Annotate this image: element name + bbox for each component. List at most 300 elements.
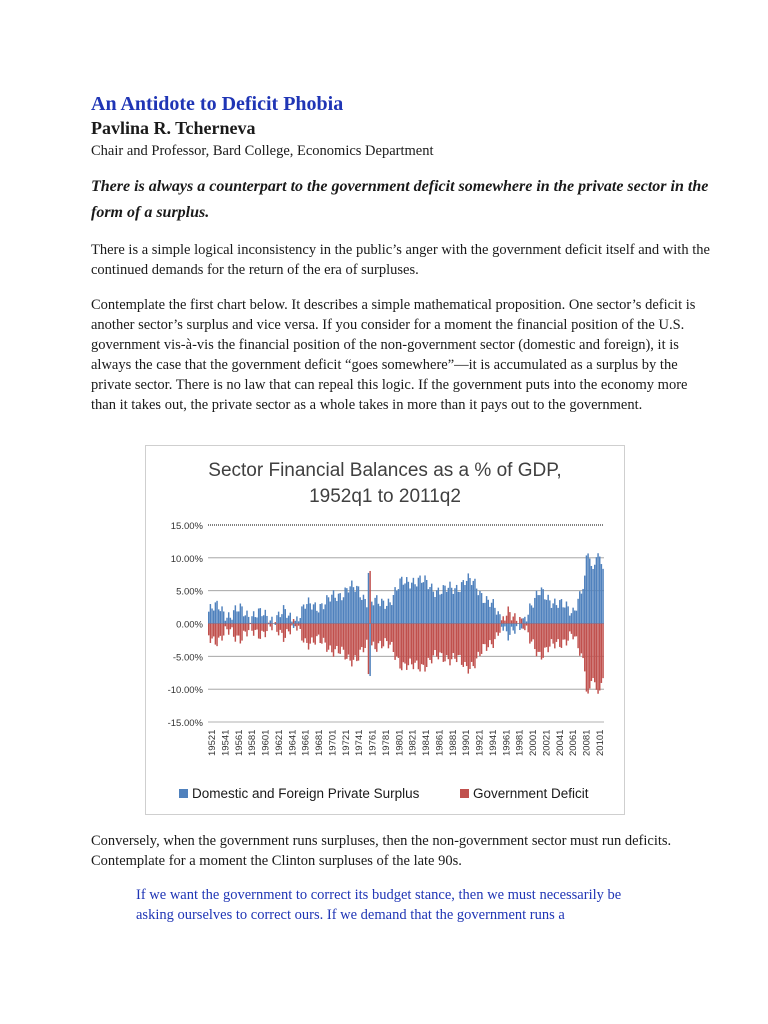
x-tick-label: 19901 [461, 729, 473, 756]
surplus-bar [366, 607, 367, 623]
deficit-bar [461, 624, 462, 665]
surplus-bar [508, 624, 509, 641]
surplus-bar [571, 613, 572, 623]
surplus-bar [418, 578, 419, 624]
blockquote: If we want the government to correct its budget stance, then we must necessarily be asking ourselves to correct ours. If we demand that the government runs a [136, 887, 622, 923]
deficit-bar [411, 624, 412, 665]
surplus-bar [544, 599, 545, 623]
deficit-bar [466, 624, 467, 667]
y-tick-label: -15.00% [167, 718, 203, 729]
deficit-bar [344, 624, 345, 660]
surplus-bar [343, 597, 344, 623]
deficit-bar [363, 624, 364, 653]
x-tick-label: 20101 [595, 729, 606, 756]
deficit-bar [383, 624, 384, 647]
surplus-bar [449, 582, 450, 624]
deficit-bar [399, 624, 400, 669]
deficit-bar [468, 624, 469, 674]
surplus-bar [363, 595, 364, 624]
article-title: An Antidote to Deficit Phobia [91, 93, 344, 115]
deficit-bar [556, 624, 557, 642]
deficit-bar [280, 624, 281, 630]
surplus-bar [270, 620, 271, 623]
deficit-bar [491, 624, 492, 645]
deficit-bar [474, 624, 475, 669]
x-tick-label: 19681 [314, 729, 326, 756]
surplus-bar [369, 624, 370, 677]
surplus-bar [481, 593, 482, 623]
deficit-bar [418, 624, 419, 670]
surplus-bar [291, 622, 292, 624]
surplus-bar [381, 599, 382, 624]
deficit-bar [391, 624, 392, 642]
x-tick-label: 20001 [528, 729, 540, 756]
deficit-bar [582, 624, 583, 659]
surplus-bar [310, 603, 311, 623]
surplus-bar [424, 575, 425, 623]
deficit-bar [566, 624, 567, 646]
surplus-bar [368, 573, 369, 624]
surplus-bar [265, 610, 266, 624]
surplus-bar [406, 577, 407, 623]
x-tick-label: 19841 [421, 729, 433, 756]
deficit-bar [489, 624, 490, 641]
surplus-bar [223, 612, 224, 624]
deficit-bar [519, 617, 520, 624]
deficit-bar [527, 624, 528, 633]
deficit-bar [586, 624, 587, 692]
deficit-bar [522, 624, 523, 629]
surplus-bar [433, 592, 434, 624]
surplus-bar [551, 608, 552, 624]
surplus-bar [547, 595, 548, 624]
surplus-bar [519, 624, 520, 631]
article [91, 92, 711, 415]
surplus-bar [429, 587, 430, 623]
surplus-bar [459, 592, 460, 623]
deficit-bar [250, 624, 251, 625]
surplus-bar [334, 598, 335, 624]
surplus-bar [303, 604, 304, 623]
deficit-bar [479, 624, 480, 657]
surplus-bar [319, 604, 320, 624]
surplus-bar [329, 602, 330, 624]
deficit-bar [443, 624, 444, 662]
surplus-bar [255, 617, 256, 623]
surplus-bar [504, 624, 505, 627]
deficit-bar [413, 624, 414, 670]
deficit-bar [592, 624, 593, 679]
surplus-bar [358, 586, 359, 623]
deficit-bar [208, 624, 209, 636]
deficit-bar [419, 624, 420, 672]
deficit-bar [261, 624, 262, 631]
surplus-bar [376, 595, 377, 623]
surplus-bar [314, 602, 315, 623]
body-paragraph-2: Contemplate the first chart below. It describes a simple mathematical proposition. One sector’s deficit is another sector’s surplus and vice versa. If you consider for a moment the financial position of the U.S. government vis-à-vis the financial position of the non-government sector (domestic and foreign), it is always the case that the government deficit “goes somewhere”—it is accumulated as a surplus by the private sector. There is no law that can repeal this logic. If the government puts into the economy more than it takes out, the private sector as a whole takes in more than it pays out to the government. [91, 297, 696, 413]
deficit-bar [378, 624, 379, 644]
deficit-bar [215, 624, 216, 645]
deficit-bar [334, 624, 335, 650]
surplus-bar [379, 606, 380, 623]
surplus-bar [594, 565, 595, 624]
author-name: Pavlina R. Tcherneva [91, 118, 256, 138]
deficit-bar [501, 620, 502, 623]
deficit-bar [359, 624, 360, 650]
deficit-bar [526, 624, 527, 626]
x-tick-label: 19881 [447, 729, 459, 756]
surplus-bar [491, 603, 492, 624]
surplus-bar [512, 624, 513, 631]
deficit-bar [564, 624, 565, 640]
surplus-bar [393, 595, 394, 624]
deficit-bar [463, 624, 464, 667]
surplus-bar [208, 612, 209, 624]
surplus-bar [478, 595, 479, 623]
surplus-bar [293, 624, 294, 628]
deficit-bar [241, 624, 242, 641]
surplus-bar [409, 588, 410, 623]
surplus-bar [463, 580, 464, 623]
deficit-bar [306, 624, 307, 643]
surplus-bar [236, 611, 237, 623]
surplus-bar [246, 611, 247, 624]
surplus-bar [532, 608, 533, 624]
deficit-bar [549, 624, 550, 647]
surplus-bar [591, 566, 592, 624]
deficit-bar [403, 624, 404, 663]
surplus-bar [215, 602, 216, 623]
surplus-bar [473, 581, 474, 624]
deficit-bar [373, 624, 374, 642]
deficit-bar [591, 624, 592, 682]
surplus-bar [454, 588, 455, 623]
chart-legend [179, 786, 589, 801]
x-tick-label: 19941 [487, 729, 499, 756]
surplus-bar [268, 624, 269, 625]
deficit-bar [542, 624, 543, 658]
deficit-bar [364, 624, 365, 649]
surplus-bar [391, 605, 392, 623]
surplus-bar [439, 595, 440, 624]
surplus-bar [354, 592, 355, 624]
deficit-bar [341, 624, 342, 647]
surplus-bar [233, 610, 234, 623]
surplus-bar [280, 617, 281, 623]
deficit-bar [396, 624, 397, 657]
surplus-bar [266, 616, 267, 624]
deficit-bar [376, 624, 377, 652]
deficit-bar [265, 624, 266, 638]
deficit-bar [571, 624, 572, 634]
surplus-bar [313, 604, 314, 623]
surplus-bar [275, 624, 276, 625]
surplus-bar [318, 612, 319, 623]
deficit-bar [311, 624, 312, 638]
deficit-bar [451, 624, 452, 660]
surplus-bar [408, 582, 409, 624]
deficit-bar [268, 623, 269, 624]
deficit-bar [562, 624, 563, 640]
x-tick-label: 20061 [568, 729, 580, 756]
deficit-bar [421, 624, 422, 665]
x-tick-label: 19541 [220, 729, 232, 756]
deficit-bar [512, 617, 513, 624]
surplus-bar [263, 615, 264, 623]
deficit-bar [444, 624, 445, 662]
deficit-bar [567, 624, 568, 641]
deficit-bar [333, 624, 334, 657]
surplus-bar [210, 604, 211, 623]
surplus-bar [531, 605, 532, 623]
surplus-bar [394, 587, 395, 623]
deficit-bar [218, 624, 219, 638]
deficit-bar [481, 624, 482, 654]
deficit-bar [531, 624, 532, 642]
surplus-bar [494, 608, 495, 624]
deficit-bar [281, 624, 282, 633]
deficit-bar [446, 624, 447, 656]
deficit-bar [424, 624, 425, 672]
body-paragraph-1: There is a simple logical inconsistency in the public’s anger with the government deficit itself and with the continued demands for the return of the era of surpluses. [91, 242, 710, 278]
surplus-bar [404, 583, 405, 623]
surplus-bar [501, 624, 502, 627]
deficit-bar [509, 612, 510, 623]
deficit-bar [574, 624, 575, 637]
deficit-bar [293, 619, 294, 623]
y-tick-label: -10.00% [167, 685, 203, 697]
deficit-bar [308, 624, 309, 650]
surplus-bar [378, 604, 379, 624]
surplus-bar [483, 603, 484, 624]
deficit-bar [473, 624, 474, 667]
surplus-bar [386, 606, 387, 624]
surplus-bar [230, 618, 231, 624]
surplus-bar [218, 609, 219, 623]
surplus-bar [364, 599, 365, 624]
x-tick-label: 19721 [340, 729, 352, 756]
surplus-bar [557, 608, 558, 624]
surplus-bar [374, 598, 375, 624]
deficit-bar [245, 624, 246, 632]
surplus-bar [338, 594, 339, 624]
surplus-bar [253, 611, 254, 623]
surplus-bar [527, 615, 528, 624]
surplus-bar [346, 588, 347, 623]
surplus-bar [308, 597, 309, 623]
deficit-bar [544, 624, 545, 648]
surplus-bar [324, 604, 325, 623]
deficit-bar [243, 624, 244, 631]
deficit-bar [576, 624, 577, 637]
surplus-bar [499, 614, 500, 623]
surplus-bar [552, 603, 553, 623]
surplus-bar [509, 624, 510, 635]
deficit-bar [338, 624, 339, 654]
chart-svg [146, 446, 624, 814]
surplus-bar [348, 592, 349, 623]
deficit-bar [324, 624, 325, 643]
surplus-bar [516, 624, 517, 627]
surplus-bar [305, 609, 306, 624]
x-tick-label: 20021 [541, 729, 553, 756]
deficit-bar [313, 624, 314, 643]
surplus-bar [228, 612, 229, 623]
deficit-bar [288, 624, 289, 632]
surplus-bar [592, 569, 593, 624]
deficit-bar [271, 624, 272, 631]
deficit-bar [225, 624, 226, 627]
surplus-bar [566, 602, 567, 624]
deficit-bar [216, 624, 217, 647]
deficit-bar [278, 624, 279, 636]
y-tick-label: -5.00% [172, 652, 203, 664]
deficit-bar [251, 624, 252, 631]
surplus-bar [286, 618, 287, 624]
deficit-bar [260, 624, 261, 639]
deficit-bar [423, 624, 424, 665]
surplus-bar [493, 599, 494, 623]
deficit-bar [298, 624, 299, 626]
surplus-bar [582, 589, 583, 624]
surplus-bar [466, 581, 467, 624]
deficit-bar [233, 624, 234, 637]
surplus-bar [248, 617, 249, 624]
deficit-bar [577, 624, 578, 649]
y-tick-label: 0.00% [176, 619, 203, 631]
surplus-bar [411, 583, 412, 624]
deficit-bar [246, 624, 247, 637]
deficit-bar [231, 624, 232, 628]
surplus-bar [356, 586, 357, 624]
deficit-bar [431, 624, 432, 664]
deficit-bar [369, 571, 370, 624]
deficit-bar [235, 624, 236, 642]
surplus-bar [599, 557, 600, 624]
deficit-bar [433, 624, 434, 656]
surplus-bar [235, 605, 236, 623]
deficit-bar [537, 624, 538, 652]
x-tick-label: 19781 [380, 729, 392, 756]
surplus-bar [301, 606, 302, 623]
surplus-bar [260, 608, 261, 623]
chart-y-axis [168, 521, 204, 729]
surplus-bar [579, 591, 580, 623]
surplus-bar [584, 576, 585, 624]
surplus-bar [536, 591, 537, 624]
deficit-bar [240, 624, 241, 644]
deficit-bar [506, 616, 507, 624]
surplus-bar [426, 580, 427, 624]
deficit-bar [496, 624, 497, 633]
surplus-bar [597, 553, 598, 623]
x-tick-label: 19521 [207, 729, 218, 756]
surplus-bar [271, 617, 272, 624]
surplus-bar [341, 600, 342, 623]
deficit-bar [321, 624, 322, 644]
x-tick-label: 19821 [407, 729, 419, 756]
deficit-bar [454, 624, 455, 659]
surplus-bar [564, 608, 565, 624]
surplus-bar [496, 615, 497, 624]
deficit-bar [597, 624, 598, 694]
chart-x-axis [207, 730, 606, 756]
surplus-bar [476, 589, 477, 624]
deficit-bar [476, 624, 477, 659]
deficit-bar [458, 624, 459, 656]
deficit-bar [393, 624, 394, 653]
surplus-bar [413, 578, 414, 624]
surplus-bar [572, 608, 573, 624]
deficit-bar [379, 624, 380, 641]
surplus-bar [596, 557, 597, 623]
deficit-bar [498, 624, 499, 636]
x-tick-label: 19801 [394, 729, 406, 756]
deficit-bar [270, 624, 271, 627]
surplus-bar [295, 621, 296, 624]
surplus-bar [276, 615, 277, 623]
deficit-bar [386, 624, 387, 642]
surplus-bar [443, 585, 444, 623]
deficit-bar [296, 624, 297, 631]
deficit-bar [503, 616, 504, 623]
surplus-bar [521, 624, 522, 629]
x-tick-label: 19921 [474, 729, 486, 756]
deficit-bar [561, 624, 562, 648]
surplus-bar [316, 611, 317, 624]
surplus-bar [587, 553, 588, 623]
surplus-bar [216, 601, 217, 624]
deficit-bar [326, 624, 327, 652]
x-tick-label: 19761 [367, 729, 379, 756]
body-paragraph-3: Conversely, when the government runs surpluses, then the non-government sector must run deficits. Contemplate for a moment the Clinton surpluses of the late 90s. [91, 833, 672, 869]
surplus-bar [211, 609, 212, 624]
surplus-bar [251, 616, 252, 623]
surplus-bar [556, 605, 557, 623]
surplus-bar [446, 592, 447, 624]
surplus-bar [581, 594, 582, 624]
surplus-bar [464, 585, 465, 623]
deficit-bar [511, 620, 512, 623]
deficit-bar [211, 624, 212, 639]
surplus-bar [586, 555, 587, 623]
surplus-bar [602, 569, 603, 624]
surplus-bar [514, 624, 515, 634]
surplus-bar [283, 605, 284, 623]
deficit-bar [456, 624, 457, 663]
x-tick-label: 19641 [287, 729, 299, 756]
deficit-bar [552, 624, 553, 644]
surplus-bar [537, 595, 538, 623]
deficit-bar [584, 624, 585, 672]
surplus-bar [468, 573, 469, 623]
deficit-bar [276, 624, 277, 632]
deficit-bar [358, 624, 359, 661]
surplus-bar [431, 584, 432, 624]
deficit-bar [310, 624, 311, 644]
legend-swatch-icon [179, 789, 188, 798]
surplus-bar [416, 586, 417, 623]
x-tick-label: 19861 [434, 729, 446, 756]
surplus-bar [339, 593, 340, 623]
deficit-bar [255, 624, 256, 630]
surplus-bar [399, 578, 400, 623]
deficit-bar [469, 624, 470, 669]
surplus-bar [221, 606, 222, 623]
x-tick-label: 20081 [581, 729, 593, 756]
deficit-bar [547, 624, 548, 653]
y-tick-label: 10.00% [170, 553, 203, 565]
